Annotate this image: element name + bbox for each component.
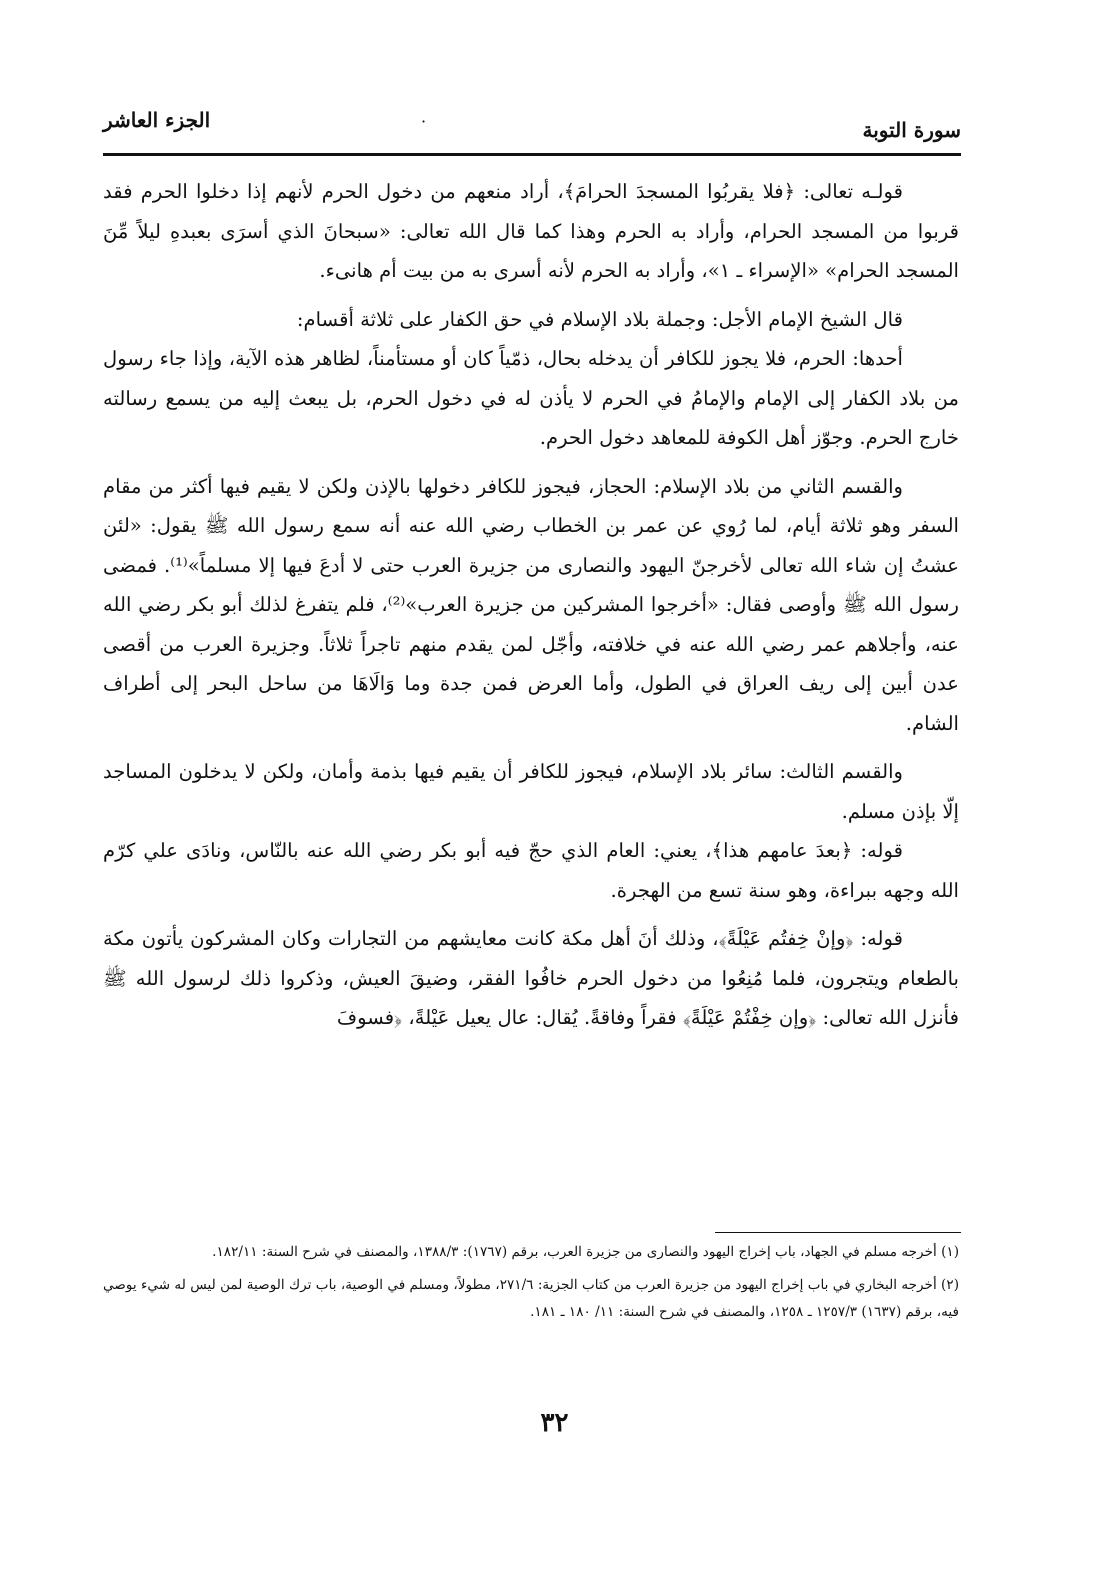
header-rule: [103, 153, 961, 156]
paragraph: والقسم الثاني من بلاد الإسلام: الحجاز، فيجوز للكافر دخولها بالإذن ولكن لا يقيم فيها أكثر من مقام السفر وهو ثلاثة أيام، لما رُوي عن عمر بن الخطاب رضي الله عنه أنه سمع رسول الله ﷺ يقول: «لئن عشتُ إن شاء الله تعالى لأخرجنّ اليهود والنصارى من جزيرة العرب حتى لا أدعَ فيها إلا مسلماً»⁽¹⁾. فمضى رسول الله ﷺ وأوصى فقال: «أخرجوا المشركين من جزيرة العرب»⁽²⁾، فلم يتفرغ لذلك أبو بكر رضي الله عنه، وأجلاهم عمر رضي الله عنه في خلافته، وأجّل لمن يقدم منهم تاجراً ثلاثاً. وجزيرة العرب من أقصى عدن أبين إلى ريف العراق في الطول، وأما العرض فمن جدة وما وَالَاهَا من ساحل البحر إلى أطراف الشام.: [103, 474, 959, 735]
paragraph: قوله: ﴿بعدَ عامهم هذا﴾، يعني: العام الذي حجّ فيه أبو بكر رضي الله عنه بالنّاس، ونادَى علي كرّم الله وجهه ببراءة، وهو سنة تسع من الهجرة.: [103, 839, 959, 902]
page-number: ٣٢: [540, 1408, 569, 1438]
paragraph: قولـه تعالى: ﴿فلا يقربُوا المسجدَ الحرامَ﴾، أراد منعهم من دخول الحرم لأنهم إذا دخلوا الحرم فقد قربوا من المسجد الحرام، وأراد به الحرم وهذا كما قال الله تعالى: «سبحانَ الذي أسرَى بعبدهِ ليلاً مِّنَ المسجد الحرام» «الإسراء ـ ١»، وأراد به الحرم لأنه أسرى به من بيت أم هانىء.: [103, 180, 959, 282]
running-header: [103, 108, 961, 148]
paragraph: والقسم الثالث: سائر بلاد الإسلام، فيجوز للكافر أن يقيم فيها بذمة وأمان، ولكن لا يدخلون المساجد إلّا بإذن مسلم.: [103, 760, 959, 823]
footnote-rule: [715, 1232, 961, 1233]
main-text: [103, 172, 959, 1038]
paragraph: قال الشيخ الإمام الأجل: وجملة بلاد الإسلام في حق الكفار على ثلاثة أقسام:: [296, 307, 903, 331]
footnotes: [103, 1239, 959, 1332]
surah-title: سورة التوبة: [862, 118, 961, 142]
footnote: (١) أخرجه مسلم في الجهاد، باب إخراج اليهود والنصارى من جزيرة العرب، برقم (١٧٦٧): ١٣٨٨/٣، والمصنف في شرح السنة: ١٨٢/١١.: [212, 1244, 959, 1260]
paragraph: أحدها: الحرم، فلا يجوز للكافر أن يدخله بحال، ذمّياً كان أو مستأمناً، لظاهر هذه الآية، وإذا جاء رسول من بلاد الكفار إلى الإمام والإمامُ في الحرم لا يأذن له في دخول الحرم، بل يبعث إليه من يسمع رسالته خارج الحرم. وجوّز أهل الكوفة للمعاهد دخول الحرم.: [103, 347, 959, 449]
footnote: (٢) أخرجه البخاري في باب إخراج اليهود من جزيرة العرب من كتاب الجزية: ٢٧١/٦، مطولاً، ومسلم في الوصية، باب ترك الوصية لمن ليس له شيء يوصي فيه، برقم (١٦٣٧) ١٢٥٧/٣ ـ ١٢٥٨، والمصنف في شرح السنة: ١١/ ١٨٠ ـ ١٨١.: [103, 1277, 959, 1320]
header-dot: ·: [421, 112, 427, 131]
paragraph: قوله: ﴿وإنْ خِفتُم عَيْلَةً﴾، وذلك أنَ أهل مكة كانت معايشهم من التجارات وكان المشركون يأتون مكة بالطعام ويتجرون، فلما مُنِعُوا من دخول الحرم خافُوا الفقر، وضيقَ العيش، وذكروا ذلك لرسول الله ﷺ فأنزل الله تعالى: ﴿وإن خِفْتُمْ عَيْلَةً﴾ فقراً وفاقةً. يُقال: عال يعيل عَيْلةً، ﴿فسوفَ: [103, 927, 959, 1029]
part-title: الجزء العاشر: [103, 108, 211, 132]
